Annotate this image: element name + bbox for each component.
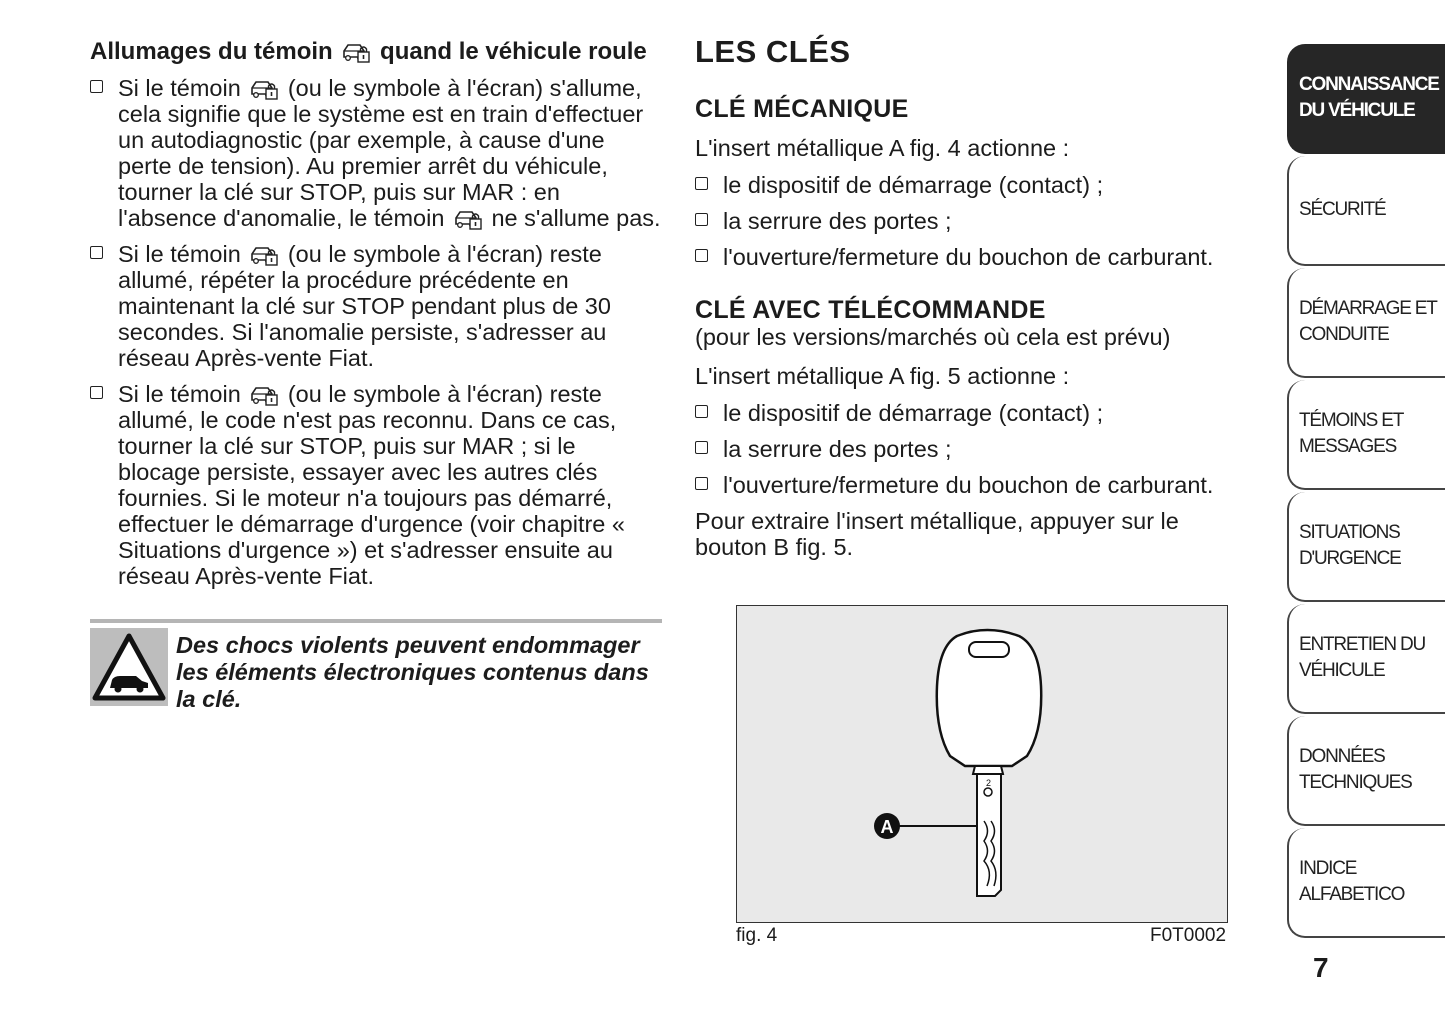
tab-donnees-techniques[interactable]: DONNÉES TECHNIQUES xyxy=(1287,716,1445,826)
car-lock-icon xyxy=(453,208,483,230)
tab-securite[interactable]: SÉCURITÉ xyxy=(1287,156,1445,266)
figure-code: F0T0002 xyxy=(1150,925,1227,946)
checkbox-bullet-icon xyxy=(90,80,103,93)
list-item: Si le témoin (ou le symbole à l'écran) s'allume, cela signifie que le système est en train d'effectuer un autodiagnostic (par exemple, à cause d'une perte de tension). Au premier arrêt du véhicule, tourner la clé sur STOP, puis sur MAR : en l'absence d'anomalie, le témoin ne s'allume pas. xyxy=(90,75,662,231)
figure-callout-label: A xyxy=(880,817,894,837)
checkbox-bullet-icon xyxy=(695,441,708,454)
figure-caption: fig. 4 xyxy=(736,925,778,946)
section-intro: L'insert métallique A fig. 5 actionne : xyxy=(695,363,1070,389)
indicator-list xyxy=(90,75,662,589)
key-illustration xyxy=(737,606,1227,922)
svg-text:2: 2 xyxy=(986,778,992,788)
left-column xyxy=(90,38,662,713)
list-item: l'ouverture/fermeture du bouchon de carburant. xyxy=(695,472,1255,498)
car-lock-icon xyxy=(249,384,279,406)
tab-demarrage-et-conduite[interactable]: DÉMARRAGE ET CONDUITE xyxy=(1287,268,1445,378)
chapter-tabs xyxy=(1287,44,1445,940)
checkbox-bullet-icon xyxy=(90,386,103,399)
warning-box xyxy=(90,628,662,713)
list-item: la serrure des portes ; xyxy=(695,208,1255,234)
car-lock-icon xyxy=(249,244,279,266)
section-intro: L'insert métallique A fig. 4 actionne : xyxy=(695,135,1070,161)
list-item: l'ouverture/fermeture du bouchon de carburant. xyxy=(695,244,1255,270)
checkbox-bullet-icon xyxy=(695,213,708,226)
mechanical-key-list xyxy=(695,172,1255,270)
list-item: le dispositif de démarrage (contact) ; xyxy=(695,400,1255,426)
page-number: 7 xyxy=(1313,952,1329,983)
indicator-heading: Allumages du témoin quand le véhicule roule xyxy=(90,38,647,65)
checkbox-bullet-icon xyxy=(695,177,708,190)
section-title-mechanical-key: CLÉ MÉCANIQUE xyxy=(695,95,909,123)
checkbox-bullet-icon xyxy=(695,477,708,490)
section-subtitle: (pour les versions/marchés où cela est prévu) xyxy=(695,323,1171,350)
key-figure xyxy=(736,605,1228,923)
list-item: Si le témoin (ou le symbole à l'écran) reste allumé, répéter la procédure précédente en maintenant la clé sur STOP pendant plus de 30 secondes. Si l'anomalie persiste, s'adresser au réseau Après-vente Fiat. xyxy=(90,241,662,371)
checkbox-bullet-icon xyxy=(695,405,708,418)
tab-connaissance-du-vehicule[interactable]: CONNAISSANCE DU VÉHICULE xyxy=(1287,44,1445,154)
tab-indice-alfabetico[interactable]: INDICE ALFABETICO xyxy=(1287,828,1445,938)
list-item: Si le témoin (ou le symbole à l'écran) reste allumé, le code n'est pas reconnu. Dans ce cas, tourner la clé sur STOP, puis sur MAR ; si le blocage persiste, essayer avec les autres clés fournies. Si le moteur n'a toujours pas démarré, effectuer le démarrage d'urgence (voir chapitre « Situations d'urgence ») et s'adresser ensuite au réseau Après-vente Fiat. xyxy=(90,381,662,589)
page-title: LES CLÉS xyxy=(695,34,851,69)
car-lock-icon xyxy=(249,78,279,100)
checkbox-bullet-icon xyxy=(695,249,708,262)
warning-divider xyxy=(90,619,662,623)
tab-entretien-du-vehicule[interactable]: ENTRETIEN DU VÉHICULE xyxy=(1287,604,1445,714)
right-column xyxy=(695,34,1255,561)
tab-situations-d-urgence[interactable]: SITUATIONS D'URGENCE xyxy=(1287,492,1445,602)
list-item: la serrure des portes ; xyxy=(695,436,1255,462)
section-outro: Pour extraire l'insert métallique, appuyer sur le bouton B fig. 5. xyxy=(695,507,1179,560)
tab-temoins-et-messages[interactable]: TÉMOINS ET MESSAGES xyxy=(1287,380,1445,490)
warning-text: Des chocs violents peuvent endommager les éléments électroniques contenus dans la clé. xyxy=(176,632,649,712)
list-item: le dispositif de démarrage (contact) ; xyxy=(695,172,1255,198)
checkbox-bullet-icon xyxy=(90,246,103,259)
warning-triangle-icon xyxy=(90,628,168,706)
remote-key-list xyxy=(695,400,1255,498)
section-title-remote-key: CLÉ AVEC TÉLÉCOMMANDE xyxy=(695,295,1046,324)
car-lock-icon xyxy=(341,41,371,63)
